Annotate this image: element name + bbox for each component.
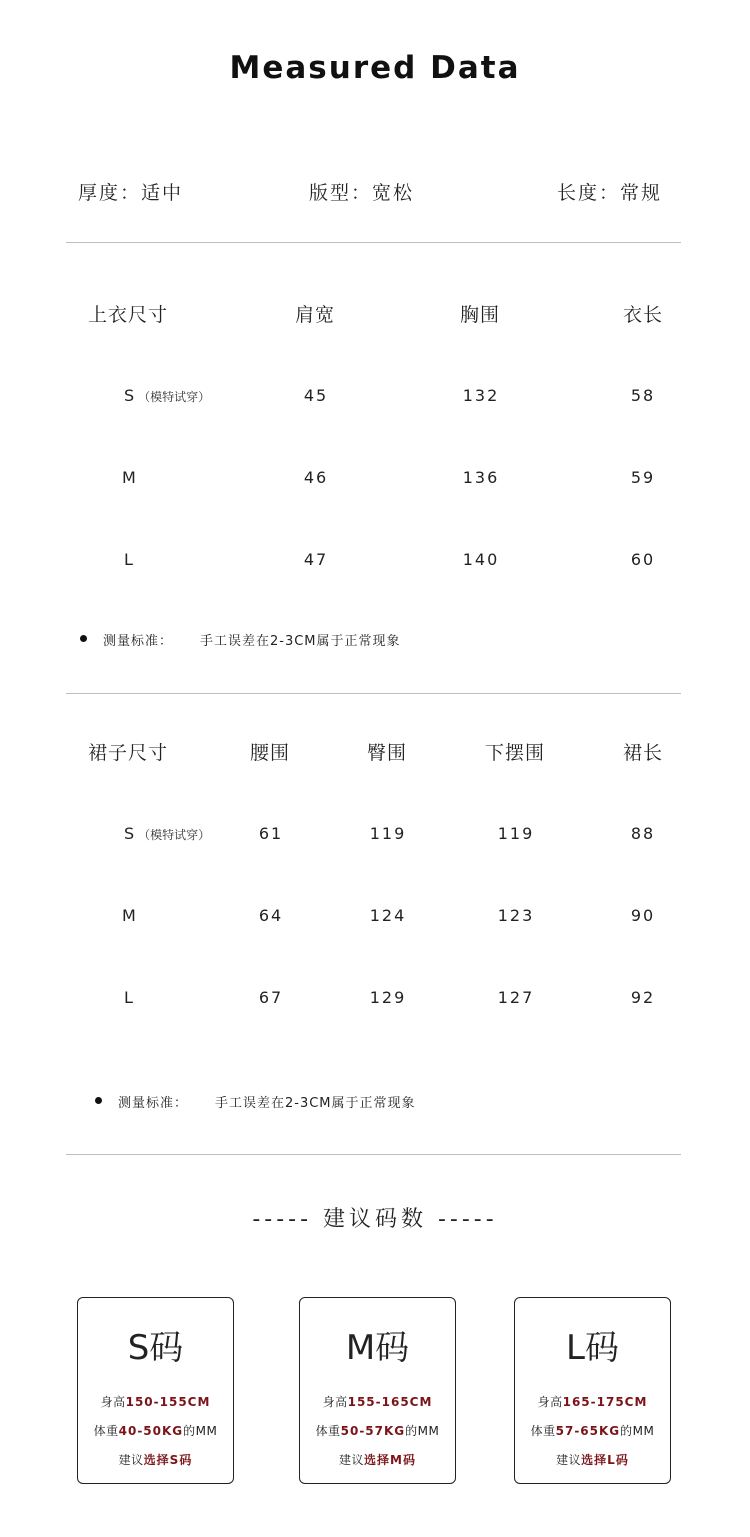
table-cell: 140	[462, 550, 500, 569]
table-cell: 64	[258, 906, 284, 925]
measure-standard-text: 手工误差在2-3CM属于正常现象	[215, 1096, 416, 1111]
top-row-size	[124, 386, 210, 405]
size-card-s	[77, 1297, 234, 1484]
table-cell: 123	[497, 906, 535, 925]
card-size: M码	[345, 1328, 410, 1368]
height-value: 150-155CM	[125, 1395, 211, 1409]
weight-value: 50-57KG	[340, 1424, 406, 1438]
top-header-chest: 胸围	[459, 304, 501, 326]
measure-standard-label: 测量标准：	[118, 1096, 189, 1111]
advice-value: 选择S码	[143, 1453, 193, 1467]
table-cell: 67	[258, 988, 284, 1007]
advice-value: 选择L码	[581, 1453, 629, 1467]
measure-standard-text: 手工误差在2-3CM属于正常现象	[200, 634, 401, 649]
skirt-header-hip: 臀围	[366, 742, 408, 764]
card-weight	[78, 1422, 233, 1439]
top-row-size: M	[122, 468, 136, 487]
weight-label: 体重	[315, 1424, 341, 1438]
table-cell: 92	[630, 988, 656, 1007]
divider	[66, 693, 681, 694]
bullet-icon	[95, 1097, 102, 1104]
attr-thickness: 厚度：适中	[78, 182, 184, 204]
table-cell: 119	[369, 824, 407, 843]
card-height	[78, 1393, 233, 1410]
attr-fit: 版型：宽松	[309, 182, 415, 204]
table-cell: 61	[258, 824, 284, 843]
table-cell: 136	[462, 468, 500, 487]
table-cell: 45	[303, 386, 329, 405]
card-advice	[300, 1451, 455, 1468]
weight-label: 体重	[530, 1424, 556, 1438]
weight-value: 57-65KG	[555, 1424, 621, 1438]
table-cell: 129	[369, 988, 407, 1007]
card-size: L码	[566, 1328, 619, 1368]
skirt-header-length: 裙长	[622, 742, 664, 764]
size-card-m	[299, 1297, 456, 1484]
weight-value: 40-50KG	[118, 1424, 184, 1438]
top-header-length: 衣长	[622, 304, 664, 326]
skirt-row-size: L	[124, 988, 133, 1007]
height-label: 身高	[100, 1395, 126, 1409]
height-value: 165-175CM	[562, 1395, 648, 1409]
table-cell: 46	[303, 468, 329, 487]
size-card-l	[514, 1297, 671, 1484]
card-height	[515, 1393, 670, 1410]
table-cell: 119	[497, 824, 535, 843]
card-weight	[300, 1422, 455, 1439]
recommend-title: ----- 建议码数 -----	[252, 1207, 498, 1232]
table-cell: 58	[630, 386, 656, 405]
top-row-size: L	[124, 550, 133, 569]
card-weight	[515, 1422, 670, 1439]
weight-label: 体重	[93, 1424, 119, 1438]
table-cell: 132	[462, 386, 500, 405]
divider	[66, 1154, 681, 1155]
advice-label: 建议	[556, 1453, 582, 1467]
height-value: 155-165CM	[347, 1395, 433, 1409]
skirt-header-waist: 腰围	[249, 742, 291, 764]
table-cell: 124	[369, 906, 407, 925]
table-cell: 60	[630, 550, 656, 569]
skirt-header-hem: 下摆围	[484, 742, 546, 764]
card-advice	[78, 1451, 233, 1468]
model-note: （模特试穿）	[138, 828, 211, 842]
table-cell: 59	[630, 468, 656, 487]
size-label: S	[124, 386, 135, 405]
height-label: 身高	[322, 1395, 348, 1409]
weight-suffix: 的MM	[620, 1424, 655, 1438]
top-header-size: 上衣尺寸	[88, 304, 169, 326]
weight-suffix: 的MM	[405, 1424, 440, 1438]
bullet-icon	[80, 635, 87, 642]
table-cell: 88	[630, 824, 656, 843]
page-title: Measured Data	[229, 50, 521, 86]
card-advice	[515, 1451, 670, 1468]
advice-label: 建议	[118, 1453, 144, 1467]
model-note: （模特试穿）	[138, 390, 211, 404]
size-label: S	[124, 824, 135, 843]
measure-standard-label: 测量标准：	[103, 634, 174, 649]
card-height	[300, 1393, 455, 1410]
advice-value: 选择M码	[364, 1453, 416, 1467]
divider	[66, 242, 681, 243]
card-size: S码	[127, 1328, 184, 1368]
table-cell: 127	[497, 988, 535, 1007]
top-header-shoulder: 肩宽	[294, 304, 336, 326]
table-cell: 90	[630, 906, 656, 925]
height-label: 身高	[537, 1395, 563, 1409]
advice-label: 建议	[339, 1453, 365, 1467]
skirt-row-size: M	[122, 906, 136, 925]
skirt-row-size	[124, 824, 210, 843]
table-cell: 47	[303, 550, 329, 569]
skirt-header-size: 裙子尺寸	[88, 742, 169, 764]
attr-length: 长度：常规	[557, 182, 663, 204]
weight-suffix: 的MM	[183, 1424, 218, 1438]
